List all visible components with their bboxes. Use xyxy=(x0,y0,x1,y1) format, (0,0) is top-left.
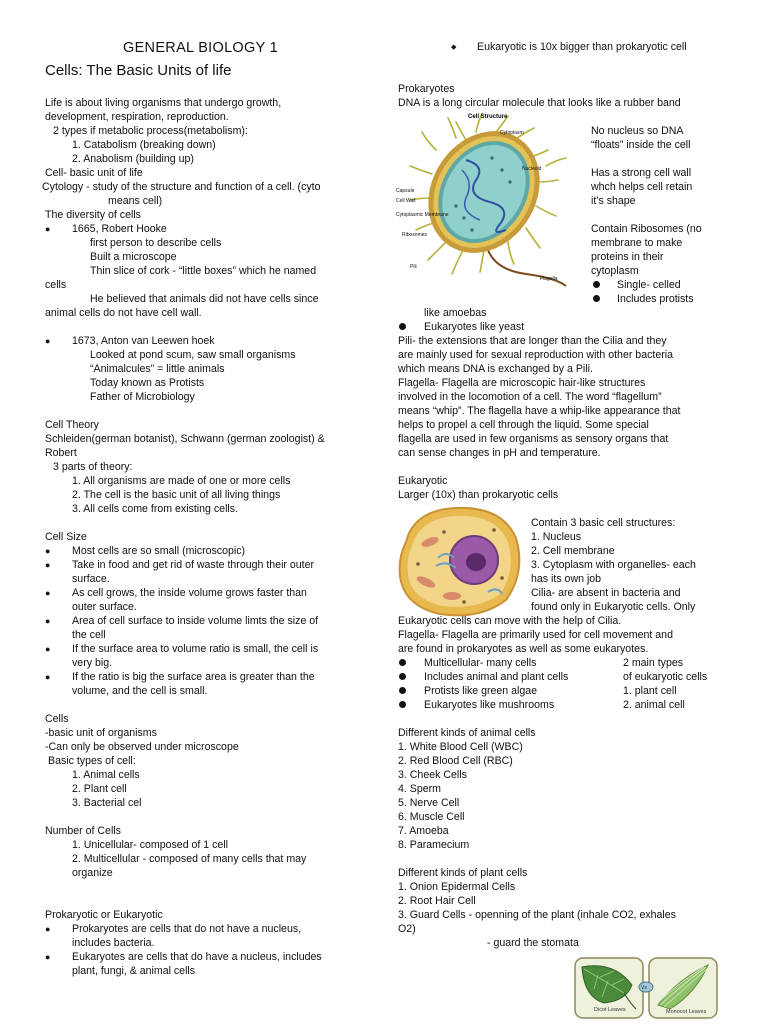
plant-cell-item: 1. Onion Epidermal Cells xyxy=(398,881,516,893)
bacteria-cell-figure xyxy=(396,110,586,290)
prok-side-text: “floats” inside the cell xyxy=(591,139,691,151)
animal-cell-item: 1. White Blood Cell (WBC) xyxy=(398,741,523,753)
cells-line: -basic unit of organisms xyxy=(45,727,157,739)
eukaryotic-larger: Larger (10x) than prokaryotic cells xyxy=(398,489,559,501)
bacteria-title: Cell Structure xyxy=(468,114,508,120)
euk-bullet: Multicellular- many cells xyxy=(424,657,537,669)
eukaryotic-heading: Eukaryotic xyxy=(398,475,448,487)
cell-types-heading: Basic types of cell: xyxy=(48,755,136,767)
cytology-line-2: means cell) xyxy=(108,195,163,207)
hooke-cells-word: cells xyxy=(45,279,67,291)
theory-part: 1. All organisms are made of one or more cells xyxy=(72,475,291,487)
cells-heading: Cells xyxy=(45,713,69,725)
bacteria-label: Nucleoid xyxy=(522,166,542,172)
cell-size-item: outer surface. xyxy=(72,601,137,613)
guard-cells-line-1: 3. Guard Cells - openning of the plant (inhale CO2, exhales xyxy=(398,909,676,921)
hooke-belief-2: animal cells do not have cell wall. xyxy=(45,307,202,319)
euk-side-text: 2. Cell membrane xyxy=(531,545,615,557)
plant-cell-item: 2. Root Hair Cell xyxy=(398,895,476,907)
cell-theory-heading: Cell Theory xyxy=(45,419,99,431)
bacteria-label: Cytoplasm xyxy=(500,130,524,136)
animal-cell-item: 8. Paramecium xyxy=(398,839,470,851)
cell-type-item: 1. Animal cells xyxy=(72,769,140,781)
cell-type-item: 3. Bacterial cel xyxy=(72,797,142,809)
monocot-label: Monocot Leaves xyxy=(666,1009,707,1015)
prok-euk-heading: Prokaryotic or Eukaryotic xyxy=(45,909,163,921)
hooke-line: Built a microscope xyxy=(90,251,177,263)
bullet-icon: ● xyxy=(45,924,51,934)
number-item: 2. Multicellular - composed of many cells that may xyxy=(72,853,307,865)
bullet-icon xyxy=(399,673,406,680)
cells-line: -Can only be observed under microscope xyxy=(45,741,239,753)
bullet-icon: ● xyxy=(45,952,51,962)
diversity-heading: The diversity of cells xyxy=(45,209,141,221)
prok-side-text: whch helps cell retain xyxy=(591,181,693,193)
euk-types: 1. plant cell xyxy=(623,685,677,697)
animal-cells-heading: Different kinds of animal cells xyxy=(398,727,536,739)
prok-euk-item: includes bacteria. xyxy=(72,937,155,949)
guard-cells-line-2: O2) xyxy=(398,923,416,935)
leewen-line: “Animalcules” = little animals xyxy=(90,363,225,375)
bullet-icon xyxy=(593,281,600,288)
prok-side-text: No nucleus so DNA xyxy=(591,125,684,137)
theory-part: 3. All cells come from existing cells. xyxy=(72,503,239,515)
document-title: GENERAL BIOLOGY 1 xyxy=(123,40,278,56)
theory-parts-heading: 3 parts of theory: xyxy=(53,461,133,473)
prok-side-text: proteins in their xyxy=(591,251,664,263)
flagella-text: flagella are used in few organisms as sensory organs that xyxy=(398,433,669,445)
hooke-belief-1: He believed that animals did not have cells since xyxy=(90,293,319,305)
euk-bullet: Includes animal and plant cells xyxy=(424,671,569,683)
pili-text: are mainly used for sexual reproduction with other bacteria xyxy=(398,349,673,361)
plant-cells-heading: Different kinds of plant cells xyxy=(398,867,528,879)
hooke-line: first person to describe cells xyxy=(90,237,222,249)
metabolism-item: 1. Catabolism (breaking down) xyxy=(72,139,216,151)
leewen-line: Looked at pond scum, saw small organisms xyxy=(90,349,296,361)
bullet-icon: ● xyxy=(45,560,51,570)
number-heading: Number of Cells xyxy=(45,825,121,837)
cell-size-item: If the surface area to volume ratio is small, the cell is xyxy=(72,643,319,655)
cell-size-heading: Cell Size xyxy=(45,531,87,543)
bacteria-label: Cytoplasmic Membrane xyxy=(396,212,449,218)
number-item: organize xyxy=(72,867,113,879)
prok-side-text: Has a strong cell wall xyxy=(591,167,692,179)
prok-euk-item: Eukaryotes are cells that do have a nucleus, includes xyxy=(72,951,322,963)
animal-cell-item: 2. Red Blood Cell (RBC) xyxy=(398,755,513,767)
animal-cell-figure xyxy=(394,502,524,620)
bullet-icon: ● xyxy=(45,336,51,346)
prok-side-text: cytoplasm xyxy=(591,265,639,277)
bullet-icon: ● xyxy=(45,644,51,654)
flagella-text: can sense changes in pH and temperature. xyxy=(398,447,601,459)
animal-cell-item: 7. Amoeba xyxy=(398,825,449,837)
leewen-heading: 1673, Anton van Leewen hoek xyxy=(72,335,215,347)
euk-side-text: has its own job xyxy=(531,573,602,585)
euk-bullet: Protists like green algae xyxy=(424,685,538,697)
cell-size-item: volume, and the cell is small. xyxy=(72,685,208,697)
bullet-icon xyxy=(399,659,406,666)
prokaryotes-heading: Prokaryotes xyxy=(398,83,455,95)
prok-side-text: Contain Ribosomes (no xyxy=(591,223,702,235)
bacteria-label: Cell Wall xyxy=(396,198,416,204)
cell-size-item: Area of cell surface to inside volume limts the size of xyxy=(72,615,319,627)
prok-euk-item: plant, fungi, & animal cells xyxy=(72,965,196,977)
flagella-text: involved in the locomotion of a cell. The word “flagellum” xyxy=(398,391,662,403)
vs-label: Vs xyxy=(641,985,647,991)
euk-text: Eukaryotic cells can move with the help of Cilia. xyxy=(398,615,622,627)
bacteria-label: Flagella xyxy=(540,276,558,282)
cell-definition: Cell- basic unit of life xyxy=(45,167,143,179)
leewen-line: Today known as Protists xyxy=(90,377,205,389)
flagella-text: Flagella- Flagella are microscopic hair-like structures xyxy=(398,377,646,389)
cell-theory-line: Robert xyxy=(45,447,77,459)
euk-types: of eukaryotic cells xyxy=(623,671,708,683)
bullet-icon: ● xyxy=(45,672,51,682)
cell-size-item: very big. xyxy=(72,657,113,669)
guard-cells-line-3: - guard the stomata xyxy=(487,937,579,949)
flagella-text: helps to propel a cell through the liquid. Some special xyxy=(398,419,649,431)
euk-types: 2 main types xyxy=(623,657,684,669)
euk-side-text: Cilia- are absent in bacteria and xyxy=(531,587,681,599)
euk-types: 2. animal cell xyxy=(623,699,685,711)
metabolism-item: 2. Anabolism (building up) xyxy=(72,153,194,165)
theory-part: 2. The cell is the basic unit of all living things xyxy=(72,489,281,501)
pili-text: which means DNA is exchanged by a Pili. xyxy=(398,363,593,375)
hooke-heading: 1665, Robert Hooke xyxy=(72,223,167,235)
animal-cell-item: 4. Sperm xyxy=(398,783,441,795)
document-subtitle: Cells: The Basic Units of life xyxy=(45,62,232,79)
dicot-label: Dicot Leaves xyxy=(594,1007,626,1013)
bacteria-label: Pili xyxy=(410,264,417,270)
hooke-line: Thin slice of cork - “little boxes” which he named xyxy=(90,265,317,277)
animal-cell-item: 6. Muscle Cell xyxy=(398,811,465,823)
eukaryotes-yeast: Eukaryotes like yeast xyxy=(424,321,525,333)
euk-side-text: found only in Eukaryotic cells. Only xyxy=(531,601,696,613)
bacteria-label: Capsule xyxy=(396,188,415,194)
size-comparison: Eukaryotic is 10x bigger than prokaryotic cell xyxy=(477,41,687,53)
euk-side-text: Contain 3 basic cell structures: xyxy=(531,517,676,529)
bullet-icon xyxy=(399,701,406,708)
cell-theory-line: Schleiden(german botanist), Schwann (german zoologist) & xyxy=(45,433,325,445)
prokaryotes-dna: DNA is a long circular molecule that looks like a rubber band xyxy=(398,97,681,109)
bullet-icon xyxy=(593,295,600,302)
animal-cell-item: 3. Cheek Cells xyxy=(398,769,467,781)
animal-cell-item: 5. Nerve Cell xyxy=(398,797,460,809)
flagella-text: means “whip”. The flagella have a whip-like appearance that xyxy=(398,405,681,417)
intro-line-1: Life is about living organisms that undergo growth, xyxy=(45,97,282,109)
leewen-line: Father of Microbiology xyxy=(90,391,195,403)
prok-side-text: it’s shape xyxy=(591,195,636,207)
cell-type-item: 2. Plant cell xyxy=(72,783,127,795)
like-amoebas: like amoebas xyxy=(424,307,487,319)
euk-bullet: Eukaryotes like mushrooms xyxy=(424,699,555,711)
cell-size-item: surface. xyxy=(72,573,110,585)
euk-text: Flagella- Flagella are primarily used for cell movement and xyxy=(398,629,673,641)
cytology-line-1: Cytology - study of the structure and function of a cell. (cyto xyxy=(42,181,321,193)
cell-size-item: the cell xyxy=(72,629,106,641)
bullet-icon xyxy=(399,687,406,694)
bullet-icon xyxy=(399,323,406,330)
metabolism-heading: 2 types if metabolic process(metabolism): xyxy=(53,125,248,137)
prok-euk-item: Prokaryotes are cells that do not have a nucleus, xyxy=(72,923,302,935)
cell-size-item: If the ratio is big the surface area is greater than the xyxy=(72,671,315,683)
bullet-icon: ● xyxy=(45,588,51,598)
leaves-comparison-figure xyxy=(574,957,718,1019)
cell-size-item: Most cells are so small (microscopic) xyxy=(72,545,246,557)
bullet-icon: ● xyxy=(45,224,51,234)
bullet-icon: ● xyxy=(45,546,51,556)
number-item: 1. Unicellular- composed of 1 cell xyxy=(72,839,229,851)
cell-size-item: As cell grows, the inside volume grows faster than xyxy=(72,587,307,599)
prok-side-text: membrane to make xyxy=(591,237,683,249)
euk-side-text: 1. Nucleus xyxy=(531,531,582,543)
euk-side-text: 3. Cytoplasm with organelles- each xyxy=(531,559,696,571)
euk-text: are found in prokaryotes as well as some eukaryotes. xyxy=(398,643,649,655)
bacteria-label: Ribosomes xyxy=(402,232,428,238)
bullet-icon: ◆ xyxy=(451,44,457,51)
prok-bullet: Single- celled xyxy=(617,279,681,291)
bullet-icon: ● xyxy=(45,616,51,626)
intro-line-2: development, respiration, reproduction. xyxy=(45,111,229,123)
prok-bullet: Includes protists xyxy=(617,293,694,305)
cell-size-item: Take in food and get rid of waste through their outer xyxy=(72,559,315,571)
pili-text: Pili- the extensions that are longer than the Cilia and they xyxy=(398,335,667,347)
